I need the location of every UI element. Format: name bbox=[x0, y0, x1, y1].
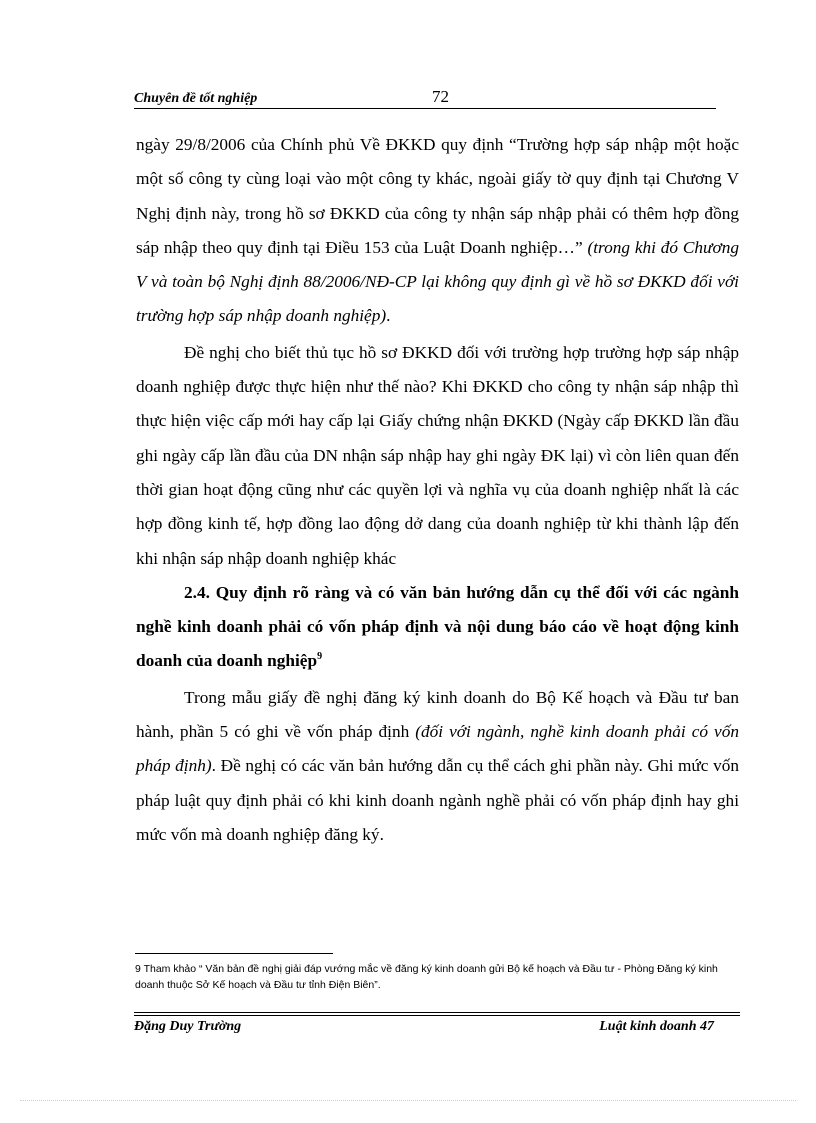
paragraph-3-italic: (đối với ngành, nghề kinh doanh phải có vốn pháp định) bbox=[136, 722, 739, 776]
footnote-separator bbox=[135, 953, 333, 954]
paragraph-1-italic: (trong khi đó Chương V và toàn bộ Nghị định 88/2006/NĐ-CP lại không quy định gì về hồ sơ ĐKKD đối với trường hợp sáp nhập doanh nghiệp) bbox=[136, 237, 739, 326]
footer-author: Đặng Duy Trường bbox=[134, 1019, 242, 1034]
paragraph-3 bbox=[136, 681, 739, 852]
paragraph-1-text: ngày 29/8/2006 của Chính phủ Về ĐKKD quy định “Trường hợp sáp nhập một hoặc một số công ty cùng loại vào một công ty khác, ngoài giấy tờ quy định tại Chương V Nghị định này, trong hồ sơ ĐKKD của công ty nhận sáp nhập phải có thêm hợp đồng sáp nhập theo quy định tại Điều 153 của Luật Doanh nghiệp…” bbox=[136, 135, 739, 257]
page-bottom-divider bbox=[20, 1100, 796, 1101]
page-footer bbox=[134, 1012, 740, 1041]
paragraph-1-end: . bbox=[386, 306, 391, 326]
footnote: 9 Tham khảo “ Văn bản đề nghị giải đáp vướng mắc về đăng ký kinh doanh gửi Bộ kế hoạch và Đầu tư - Phòng Đăng ký kinh doanh thuộc Sở Kế hoạch và Đầu tư tỉnh Điện Biên”. bbox=[135, 963, 718, 991]
page-header bbox=[134, 86, 716, 109]
page-number: 72 bbox=[432, 87, 449, 106]
paragraph-2: Đề nghị cho biết thủ tục hồ sơ ĐKKD đối với trường hợp trường hợp sáp nhập doanh nghiệp được thực hiện như thế nào? Khi ĐKKD cho công ty nhận sáp nhập thì thực hiện việc cấp mới hay cấp lại Giấy chứng nhận ĐKKD (Ngày cấp ĐKKD lần đầu ghi ngày cấp lần đầu của DN nhận sáp nhập hay ghi ngày ĐK lại) vì còn liên quan đến thời gian hoạt động cũng như các quyền lợi và nghĩa vụ của doanh nghiệp nhất là các hợp đồng kinh tế, hợp đồng lao động dở dang của doanh nghiệp từ khi thành lập đến khi nhận sáp nhập doanh nghiệp khác bbox=[136, 342, 739, 568]
header-title: Chuyên đề tốt nghiệp bbox=[134, 91, 258, 106]
paragraph-3-text-b: . Đề nghị có các văn bản hướng dẫn cụ thể cách ghi phần này. Ghi mức vốn pháp luật quy định phải có khi kinh doanh ngành nghề phải có vốn pháp định hay ghi mức vốn mà doanh nghiệp đăng ký. bbox=[136, 756, 739, 844]
document-body bbox=[136, 128, 739, 852]
paragraph-1 bbox=[136, 128, 739, 334]
paragraph-3-text-a: Trong mẫu giấy đề nghị đăng ký kinh doanh do Bộ Kế hoạch và Đầu tư ban hành, phần 5 có ghi về vốn pháp định bbox=[136, 687, 739, 742]
section-heading-text: 2.4. Quy định rõ ràng và có văn bản hướng dẫn cụ thể đối với các ngành nghề kinh doanh phải có vốn pháp định và nội dung báo cáo về hoạt động kinh doanh của doanh nghiệp bbox=[136, 582, 739, 671]
footnote-ref[interactable]: 9 bbox=[317, 651, 323, 663]
footer-class: Luật kinh doanh 47 bbox=[599, 1019, 714, 1034]
section-heading bbox=[136, 576, 739, 679]
